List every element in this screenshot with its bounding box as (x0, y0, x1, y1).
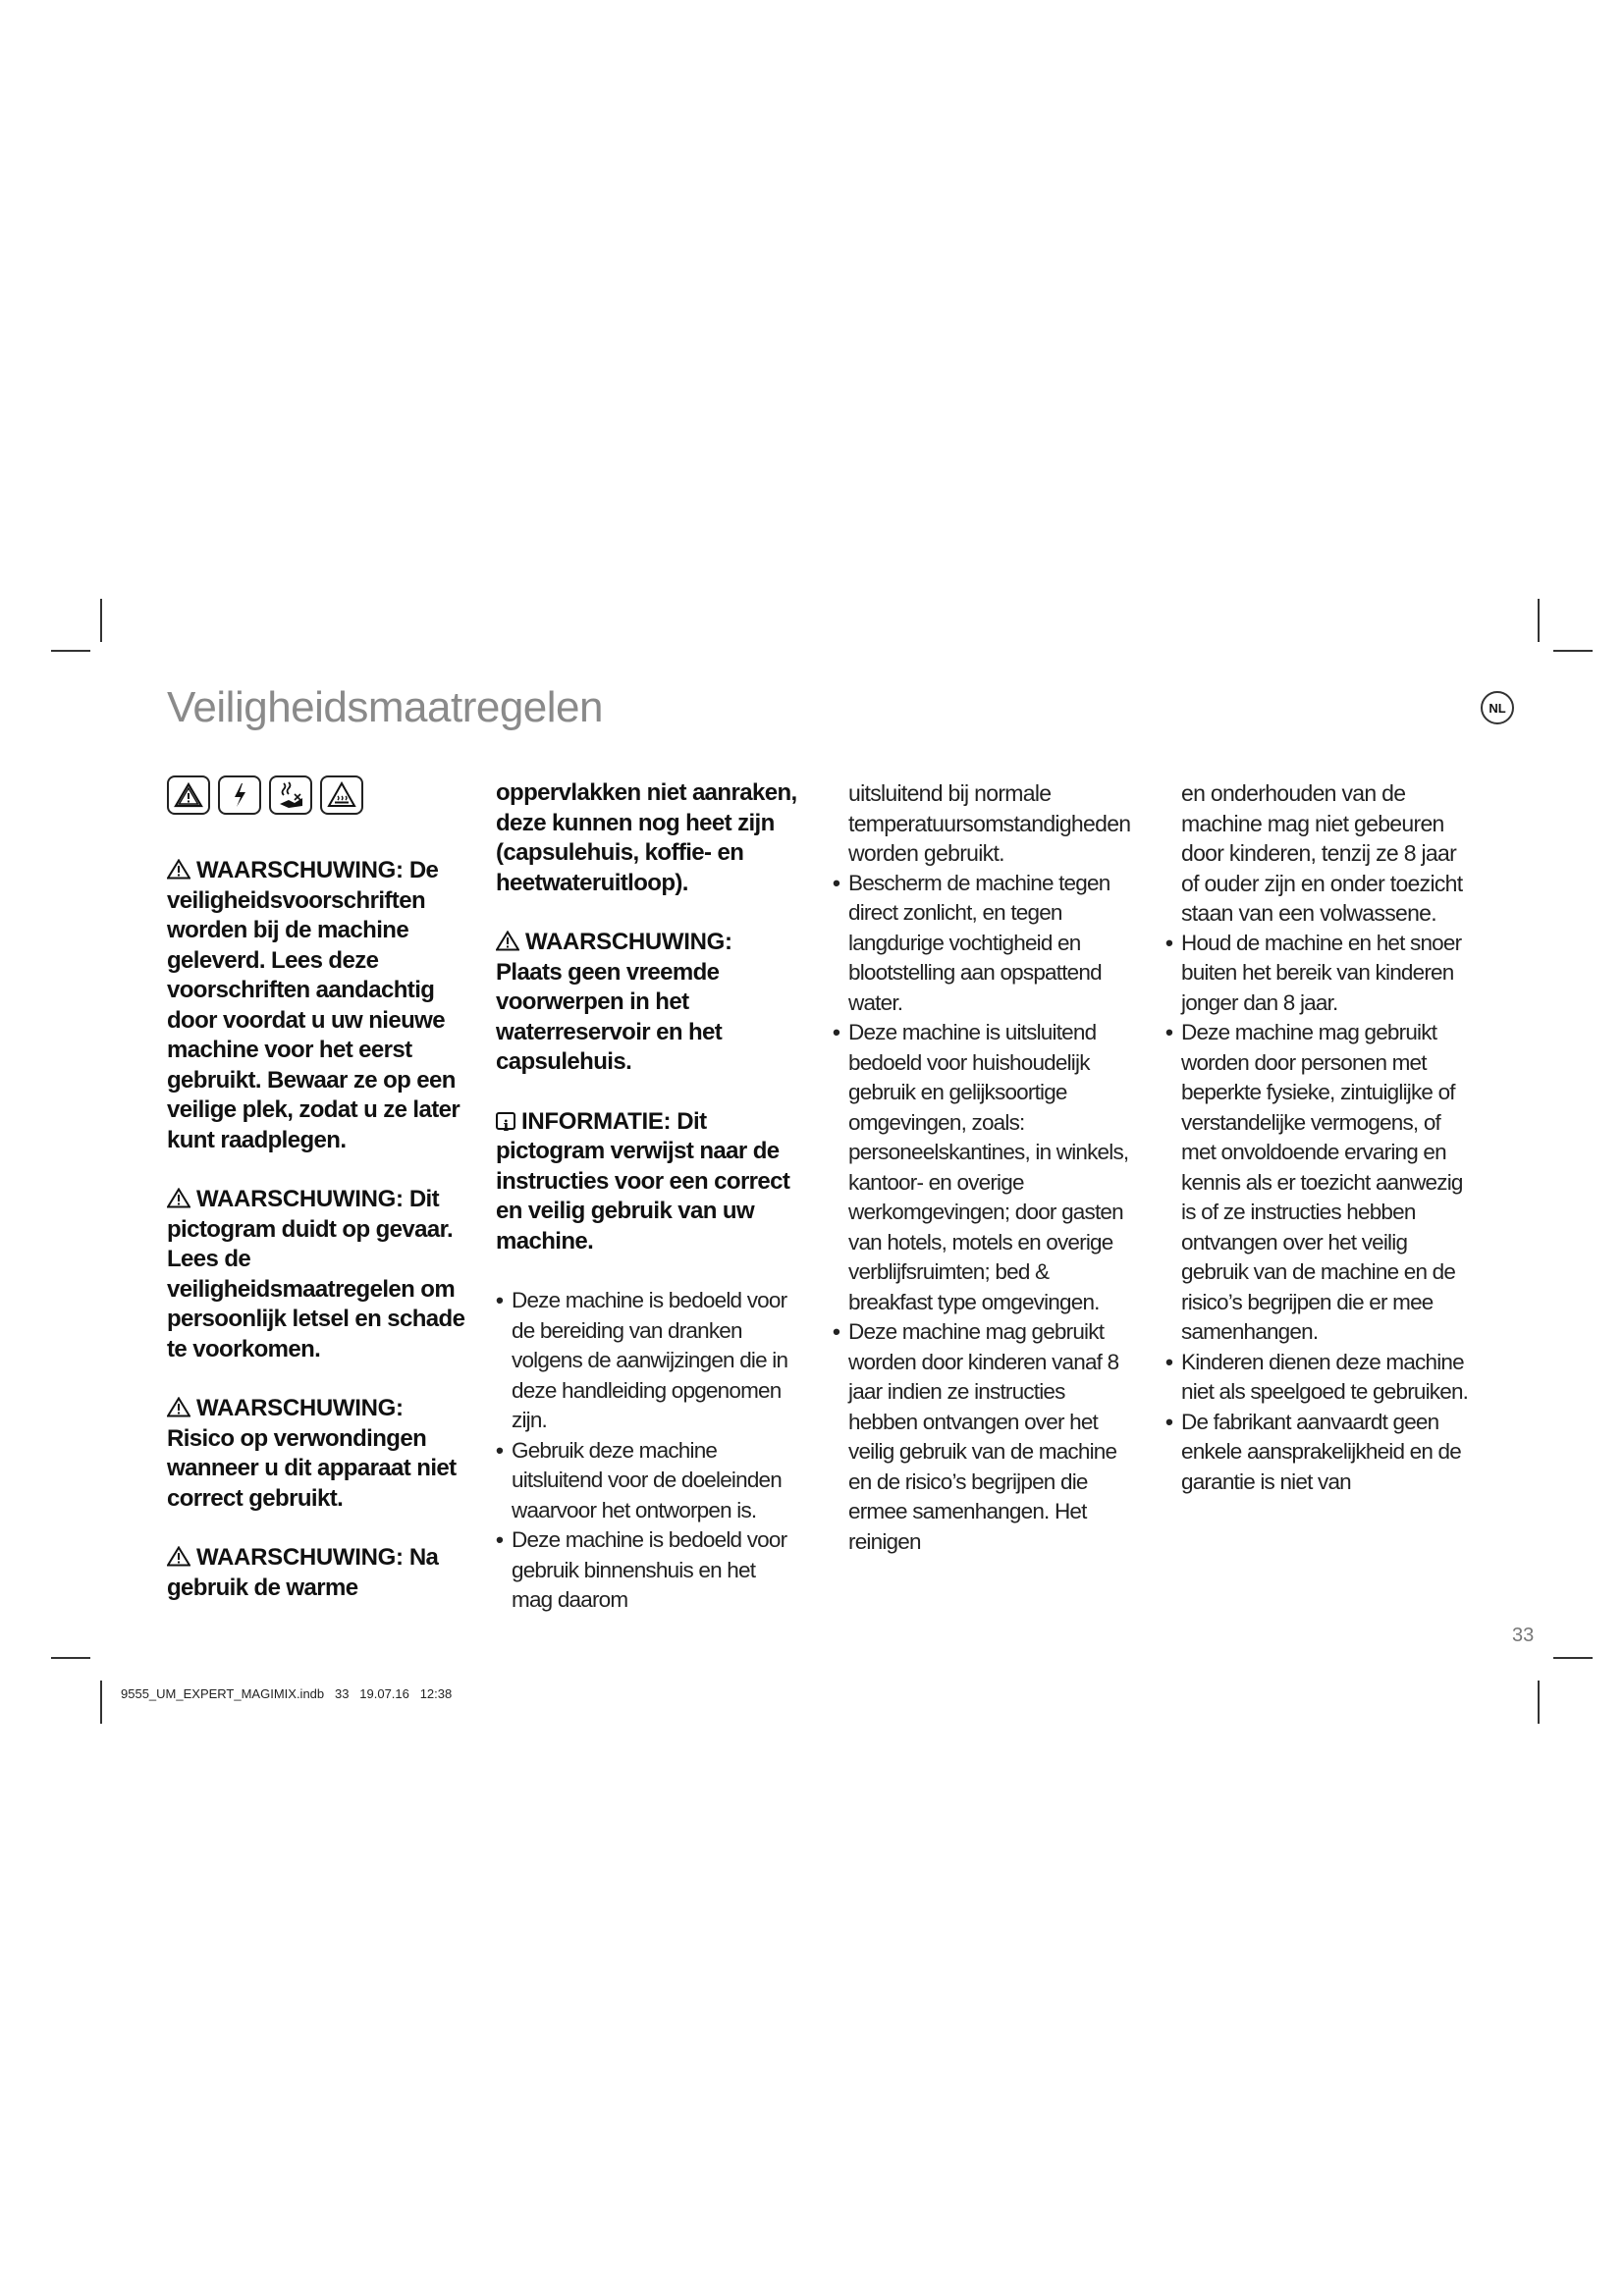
list-item: • Deze machine is bedoeld voor gebruik binnenshuis en het mag daarom (496, 1527, 787, 1612)
warning-block (167, 1394, 471, 1514)
paragraph-continuation: uitsluitend bij normale temperatuursomstandigheden worden gebruikt. (848, 780, 1131, 866)
warning-block (167, 1185, 471, 1364)
list-item: • Houd de machine en het snoer buiten het bereik van kinderen jonger dan 8 jaar. (1165, 930, 1462, 1015)
warning-icon (167, 1397, 190, 1417)
warning-text: Dit pictogram duidt op gevaar. Lees de veiligheidsmaatregelen om persoonlijk letsel en schade te voorkomen. (167, 1186, 465, 1362)
warning-text: De veiligheidsvoorschriften worden bij de machine geleverd. Lees deze voorschriften aandachtig door voordat u uw nieuwe machine voor het eerst gebruikt. Bewaar ze op een veilige plek, zodat u ze later kunt raadplegen. (167, 857, 460, 1153)
column-1 (167, 775, 471, 1632)
list-item: • Deze machine is bedoeld voor de bereiding van dranken volgens de aanwijzingen die in deze handleiding opgenomen zijn. (496, 1288, 788, 1432)
print-slug: 9555_UM_EXPERT_MAGIMIX.indb 33 19.07.16 12:38 (121, 1686, 453, 1701)
warning-text: Plaats geen vreemde voorwerpen in het waterreservoir en het capsulehuis. (496, 958, 723, 1075)
warning-icon (496, 931, 519, 951)
warning-continuation: oppervlakken niet aanraken, deze kunnen nog heet zijn (capsulehuis, koffie- en heetwateruitloop). (496, 779, 797, 896)
warning-icon (167, 1546, 190, 1567)
electric-hazard-icon (218, 775, 261, 815)
column-2 (496, 778, 800, 1616)
warning-keyword: WAARSCHUWING: (196, 1395, 404, 1421)
list-item: • Deze machine is uitsluitend bedoeld voor huishoudelijk gebruik en gelijksoortige omgevingen, zoals: personeelskantines, in winkels, kantoor- en overige werkomgevingen; door gasten van hotels, motels en overige verblijfsruimten; bed & breakfast type omgevingen. (833, 1020, 1129, 1314)
language-badge: NL (1481, 691, 1514, 724)
warning-keyword: WAARSCHUWING: (525, 929, 732, 955)
list-item: • Bescherm de machine tegen direct zonlicht, en tegen langdurige vochtigheid en blootstelling aan opspattend water. (833, 870, 1110, 1015)
list-item: • Deze machine mag gebruikt worden door personen met beperkte fysieke, zintuiglijke of verstandelijke vermogens, of met onvoldoende ervaring en kennis als er toezicht aanwezig is of ze instructies hebben ontvangen over het veilig gebruik van de machine en de risico’s begrijpen die er mee samenhangen. (1165, 1020, 1463, 1344)
warning-block (167, 1543, 471, 1603)
warning-icon (167, 859, 190, 880)
crop-mark (1538, 599, 1540, 642)
list-item: • Gebruik deze machine uitsluitend voor de doeleinden waarvoor het ontworpen is. (496, 1437, 782, 1522)
warning-text: Na gebruik de warme (167, 1544, 439, 1601)
column-4 (1165, 778, 1470, 1497)
warning-text: Risico op verwondingen wanneer u dit apparaat niet correct gebruikt. (167, 1424, 457, 1512)
info-keyword: INFORMATIE: (521, 1107, 672, 1135)
hot-steam-hand-icon (269, 775, 312, 815)
crop-mark (100, 1681, 102, 1724)
crop-mark (1553, 1657, 1593, 1659)
crop-mark (1538, 1681, 1540, 1724)
paragraph-continuation: en onderhouden van de machine mag niet gebeuren door kinderen, tenzij ze 8 jaar of ouder zijn en onder toezicht staan van een volwassene. (1181, 780, 1463, 926)
page-number: 33 (1512, 1625, 1535, 1646)
info-text: Dit pictogram verwijst naar de instructies voor een correct en veilig gebruik van uw machine. (496, 1107, 790, 1255)
list-item: • De fabrikant aanvaardt geen enkele aansprakelijkheid en de garantie is niet van (1165, 1409, 1461, 1494)
page-title: Veiligheidsmaatregelen (167, 683, 603, 731)
info-icon (496, 1112, 515, 1130)
bullet-list (496, 1286, 800, 1616)
pictogram-row (167, 775, 471, 815)
warning-triangle-icon (167, 775, 210, 815)
warning-keyword: WAARSCHUWING: (196, 1186, 404, 1212)
hot-surface-icon (320, 775, 363, 815)
warning-keyword: WAARSCHUWING: (196, 1544, 404, 1571)
crop-mark (51, 650, 90, 652)
info-block (496, 1107, 800, 1257)
warning-keyword: WAARSCHUWING: (196, 857, 404, 883)
warning-icon (167, 1188, 190, 1208)
crop-mark (51, 1657, 90, 1659)
crop-mark (100, 599, 102, 642)
warning-block (496, 928, 800, 1078)
list-item: • Kinderen dienen deze machine niet als speelgoed te gebruiken. (1165, 1349, 1469, 1404)
warning-block (167, 856, 471, 1155)
list-item: • Deze machine mag gebruikt worden door kinderen vanaf 8 jaar indien ze instructies hebben ontvangen over het veilig gebruik van de machine en de risico’s begrijpen die ermee samenhangen. Het reinigen (833, 1319, 1119, 1554)
bullet-list (1165, 929, 1470, 1498)
bullet-list (833, 869, 1137, 1558)
column-3 (833, 778, 1137, 1557)
crop-mark (1553, 650, 1593, 652)
